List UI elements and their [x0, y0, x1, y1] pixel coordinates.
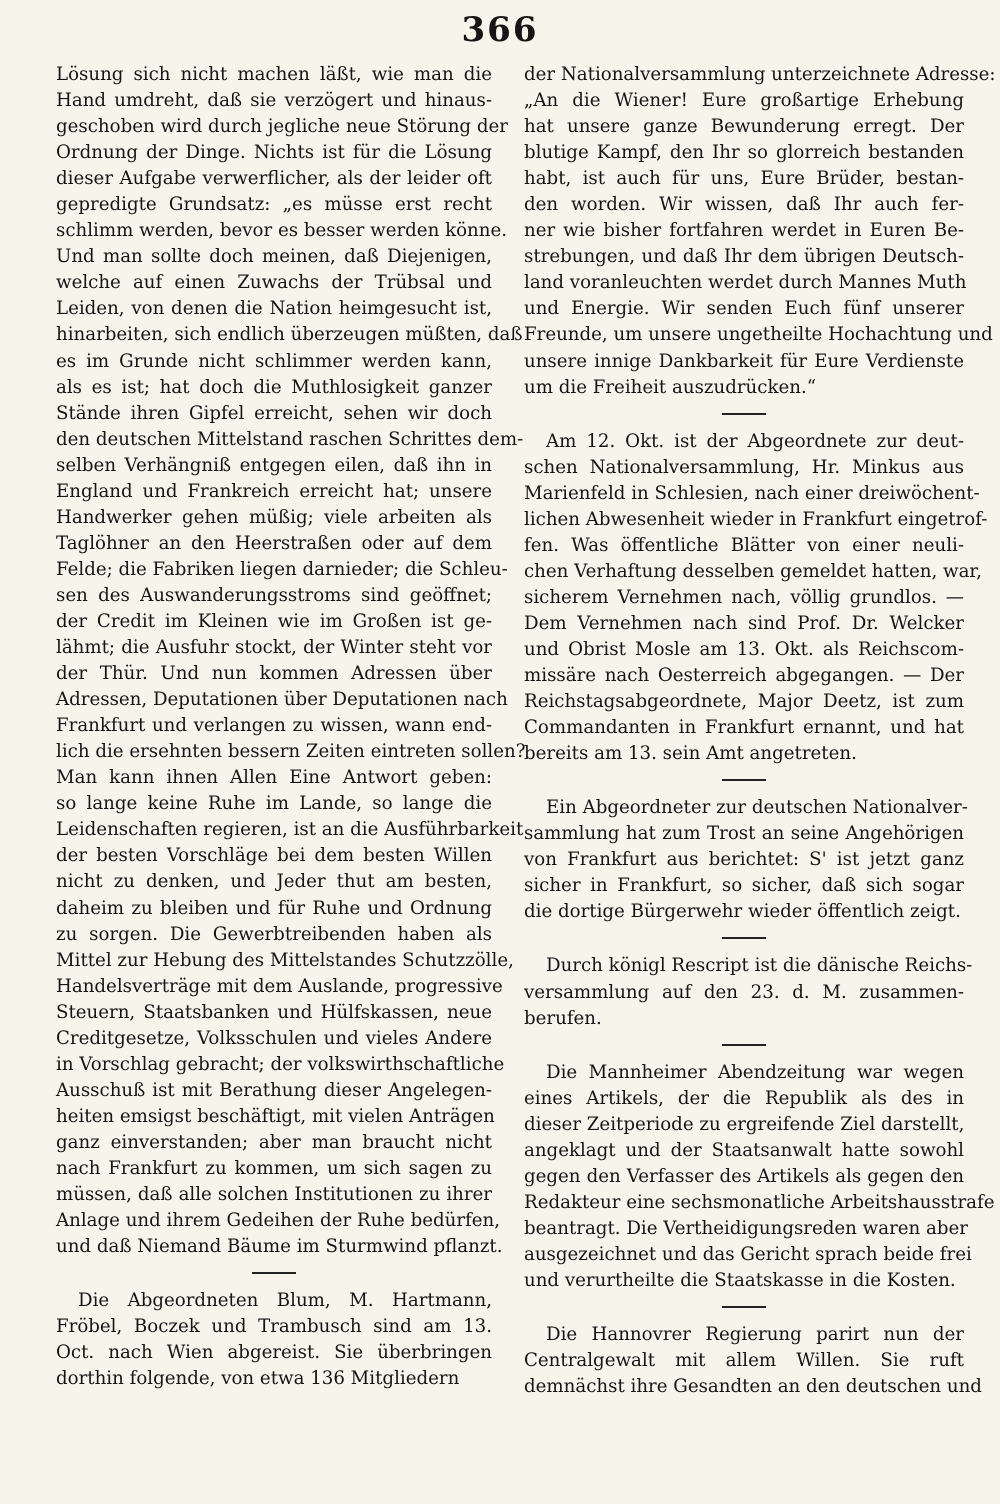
text-line: Mittel zur Hebung des Mittelstandes Schutzzölle,	[56, 949, 514, 971]
text-line: und Energie. Wir senden Euch fünf unserer	[524, 298, 964, 320]
text-line: geschoben wird durch jegliche neue Störung der	[56, 116, 508, 138]
text-line: Oct. nach Wien abgereist. Sie überbringen	[56, 1342, 492, 1364]
article-paragraph	[524, 1322, 982, 1400]
text-line: Anlage und ihrem Gedeihen der Ruhe bedürfen,	[56, 1210, 501, 1232]
text-line: missäre nach Oesterreich abgegangen. — Der	[524, 665, 964, 687]
text-line: Freunde, um unsere ungetheilte Hochachtung und	[524, 324, 993, 346]
text-line: von Frankfurt aus berichtet: S' ist jetzt ganz	[524, 849, 964, 871]
text-line: nicht zu denken, und Jeder thut am besten,	[56, 871, 492, 893]
text-line: hinarbeiten, sich endlich überzeugen müßten, daß	[56, 324, 523, 346]
text-line: bereits am 13. sein Amt angetreten.	[524, 743, 857, 765]
text-line: welche auf einen Zuwachs der Trübsal und	[56, 272, 492, 294]
page-number: 366	[461, 10, 539, 50]
text-line: land voranleuchten werdet durch Mannes Muth	[524, 272, 967, 294]
text-line: nach Frankfurt zu kommen, um sich sagen zu	[56, 1157, 492, 1179]
article-paragraph	[524, 953, 973, 1031]
text-line: strebungen, und daß Ihr dem übrigen Deutsch-	[524, 246, 964, 268]
text-line: Die Hannovrer Regierung parirt nun der	[546, 1324, 964, 1346]
text-line: Und man sollte doch meinen, daß Diejenigen,	[56, 246, 492, 268]
text-line: Am 12. Okt. ist der Abgeordnete zur deut-	[546, 430, 964, 452]
text-line: lähmt; die Ausfuhr stockt, der Winter steht vor	[56, 637, 492, 659]
left-column	[56, 62, 526, 1392]
section-divider	[722, 413, 766, 415]
text-line: sicher in Frankfurt, so sicher, daß sich sogar	[524, 875, 964, 897]
text-line: demnächst ihre Gesandten an den deutschen und	[524, 1376, 982, 1398]
text-line: so lange keine Ruhe im Lande, so lange die	[56, 793, 492, 815]
text-line: Handwerker gehen müßig; viele arbeiten als	[56, 506, 492, 528]
text-line: hat unsere ganze Bewunderung erregt. Der	[524, 116, 964, 138]
text-line: Leiden, von denen die Nation heimgesucht ist,	[56, 298, 492, 320]
right-column	[524, 62, 996, 1400]
text-line: der Nationalversammlung unterzeichnete Adresse:	[524, 64, 996, 85]
text-line: Taglöhner an den Heerstraßen oder auf dem	[56, 532, 492, 554]
text-line: versammlung auf den 23. d. M. zusammen-	[524, 981, 964, 1003]
text-line: dorthin folgende, von etwa 136 Mitgliedern	[56, 1368, 460, 1390]
text-line: Ausschuß ist mit Berathung dieser Angelegen-	[56, 1079, 492, 1101]
text-line: Marienfeld in Schlesien, nach einer dreiwöchent-	[524, 482, 980, 504]
text-line: fen. Was öffentliche Blätter von einer neuli-	[524, 534, 964, 556]
text-line: Durch königl Rescript ist die dänische Reichs-	[546, 955, 973, 977]
text-line: Hand umdreht, daß sie verzögert und hinaus-	[56, 90, 492, 112]
text-line: heiten emsigst beschäftigt, mit vielen Anträgen	[56, 1105, 495, 1127]
text-line: berufen.	[524, 1007, 602, 1029]
text-line: ausgezeichnet und das Gericht sprach beide frei	[524, 1243, 972, 1265]
text-line: blutige Kampf, den Ihr so glorreich bestanden	[524, 142, 964, 164]
text-line: die dortige Bürgerwehr wieder öffentlich zeigt.	[524, 901, 961, 923]
text-line: England und Frankreich erreicht hat; unsere	[56, 480, 492, 502]
text-line: den worden. Wir wissen, daß Ihr auch fer-	[524, 194, 964, 216]
text-line: daheim zu bleiben und für Ruhe und Ordnung	[56, 897, 492, 919]
text-line: gegen den Verfasser des Artikels als gegen den	[524, 1165, 964, 1187]
text-line: Ein Abgeordneter zur deutschen Nationalver-	[546, 797, 968, 819]
text-line: Centralgewalt mit allem Willen. Sie ruft	[524, 1350, 964, 1372]
section-divider	[252, 1272, 296, 1274]
text-line: Steuern, Staatsbanken und Hülfskassen, neue	[56, 1001, 492, 1023]
text-line: Adressen, Deputationen über Deputationen nach	[56, 689, 508, 711]
article-paragraph	[56, 1288, 492, 1392]
text-line: Reichstagsabgeordnete, Major Deetz, ist zum	[524, 691, 964, 713]
text-line: zu sorgen. Die Gewerbtreibenden haben als	[56, 923, 492, 945]
text-line: es im Grunde nicht schlimmer werden kann,	[56, 350, 492, 372]
text-line: Die Abgeordneten Blum, M. Hartmann,	[78, 1290, 492, 1312]
text-line: Leidenschaften regieren, ist an die Ausführbarkeit	[56, 819, 524, 841]
text-line: habt, ist auch für uns, Eure Brüder, bestan-	[524, 168, 964, 190]
text-line: Handelsverträge mit dem Auslande, progressive	[56, 975, 503, 997]
text-line: eines Artikels, der die Republik als des in	[524, 1087, 964, 1109]
article-paragraph	[524, 429, 988, 768]
text-line: selben Verhängniß entgegen eilen, daß ihn in	[56, 454, 492, 476]
text-line: schlimm werden, bevor es besser werden könne.	[56, 220, 508, 242]
text-line: der Thür. Und nun kommen Adressen über	[56, 663, 492, 685]
text-line: beantragt. Die Vertheidigungsreden waren aber	[524, 1217, 968, 1239]
text-line: Fröbel, Boczek und Trambusch sind am 13.	[56, 1316, 492, 1338]
text-line: den deutschen Mittelstand raschen Schrittes dem-	[56, 428, 524, 450]
text-line: und daß Niemand Bäume im Sturmwind pflanzt.	[56, 1236, 503, 1258]
section-divider	[722, 1044, 766, 1046]
text-line: lich die ersehnten bessern Zeiten eintreten sollen?	[56, 741, 526, 763]
text-line: ganz einverstanden; aber man braucht nicht	[56, 1131, 492, 1153]
text-line: angeklagt und der Staatsanwalt hatte sowohl	[524, 1139, 964, 1161]
text-line: Ordnung der Dinge. Nichts ist für die Lösung	[56, 142, 492, 164]
text-line: unsere innige Dankbarkeit für Eure Verdienste	[524, 350, 964, 372]
text-line: Lösung sich nicht machen läßt, wie man die	[56, 64, 492, 85]
text-line: und verurtheilte die Staatskasse in die Kosten.	[524, 1269, 956, 1291]
text-line: Redakteur eine sechsmonatliche Arbeitshausstrafe	[524, 1191, 995, 1213]
text-line: Felde; die Fabriken liegen darnieder; die Schleu-	[56, 558, 508, 580]
text-line: müssen, daß alle solchen Institutionen zu ihrer	[56, 1184, 492, 1206]
text-line: Man kann ihnen Allen Eine Antwort geben:	[56, 767, 492, 789]
section-divider	[722, 779, 766, 781]
section-divider	[722, 1306, 766, 1308]
text-line: gepredigte Grundsatz: „es müsse erst recht	[56, 194, 492, 216]
article-paragraph	[524, 62, 996, 401]
article-paragraph	[524, 1060, 995, 1294]
text-line: Commandanten in Frankfurt ernannt, und hat	[524, 717, 964, 739]
text-line: sicherem Vernehmen nach, völlig grundlos. —	[524, 586, 964, 608]
text-line: Creditgesetze, Volksschulen und vieles Andere	[56, 1027, 492, 1049]
text-line: und Obrist Mosle am 13. Okt. als Reichscom-	[524, 638, 964, 660]
text-line: lichen Abwesenheit wieder in Frankfurt eingetrof-	[524, 508, 988, 530]
text-line: chen Verhaftung desselben gemeldet hatten, war,	[524, 560, 982, 582]
text-line: sammlung hat zum Trost an seine Angehörigen	[524, 823, 964, 845]
section-divider	[722, 937, 766, 939]
text-line: Dem Vernehmen nach sind Prof. Dr. Welcker	[524, 612, 964, 634]
article-paragraph	[56, 62, 526, 1260]
text-line: dieser Zeitperiode zu ergreifende Ziel darstellt,	[524, 1113, 965, 1135]
text-line: der Credit im Kleinen wie im Großen ist ge-	[56, 610, 492, 632]
text-line: „An die Wiener! Eure großartige Erhebung	[524, 90, 964, 112]
text-line: der besten Vorschläge bei dem besten Willen	[56, 845, 492, 867]
text-line: dieser Aufgabe verwerflicher, als der leider oft	[56, 168, 492, 190]
article-paragraph	[524, 795, 968, 925]
text-line: Frankfurt und verlangen zu wissen, wann end-	[56, 715, 492, 737]
text-line: in Vorschlag gebracht; der volkswirthschaftliche	[56, 1053, 505, 1075]
text-line: Die Mannheimer Abendzeitung war wegen	[546, 1061, 964, 1083]
text-line: als es ist; hat doch die Muthlosigkeit ganzer	[56, 376, 492, 398]
text-line: ner wie bisher fortfahren werdet in Euren Be-	[524, 220, 964, 242]
text-line: schen Nationalversammlung, Hr. Minkus aus	[524, 456, 964, 478]
text-line: sen des Auswanderungsstroms sind geöffnet;	[56, 584, 492, 606]
text-line: um die Freiheit auszudrücken.“	[524, 376, 817, 398]
text-line: Stände ihren Gipfel erreicht, sehen wir doch	[56, 402, 492, 424]
